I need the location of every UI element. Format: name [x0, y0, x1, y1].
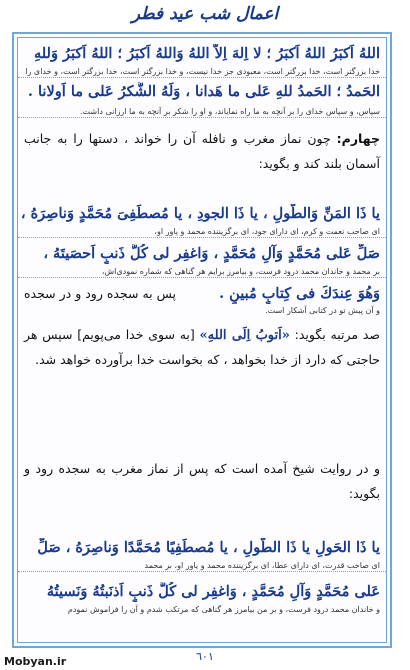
- supplication-line-1: اللهُ اَكبَرُ اللهُ اَكبَرُ ؛ لا اِلهَ اِلاَّ اللهُ وَاللهُ اَكبَرُ ؛ اللهُ اَكبَرُ وَللهِ: [33, 45, 380, 62]
- content-frame-inner: [17, 37, 387, 643]
- watermark: Mobyan.ir: [4, 655, 67, 668]
- supplication-line-6: يا ذَا الحَولِ يا ذَا الطَّولِ ، يا مُصطَفِيًا مُحَمَّدًا وَناصِرَهُ ، صَلِّ: [37, 539, 380, 556]
- supplication-line-4: صَلِّ عَلى مُحَمَّدٍ وَآلِ مُحَمَّدٍ ، وَاغفِر لى كُلَّ ذَنبٍ اَحصَيتَهُ ،: [43, 245, 380, 262]
- translation-line-1: خدا بزرگتر است، خدا بزرگتر است، معبودی جز خدا نیست، و خدا بزرگتر است، خدا بزرگتر است، و خدای را: [18, 66, 386, 78]
- translation-line-6: ای صاحب قدرت، ای دارای عطا، ای برگزیننده محمد و یاور او، بر محمد: [18, 560, 386, 572]
- instruction-text-3a: صد مرتبه بگوید:: [294, 327, 380, 342]
- translation-line-7: و خاندان محمد درود فرست، و بر من بیامرز هر گناهی که مرتکب شدم و آن را فراموش نمودم: [67, 605, 380, 614]
- inline-supplication: «اَتوبُ اِلَى اللهِ»: [199, 328, 290, 343]
- translation-line-4: بر محمد و خاندان محمد درود فرست، و بیامرز برایم هر گناهی که شماره نمودی‌اش،: [18, 266, 386, 278]
- instruction-text-3b: [به سوی خدا می‌پویم] سپس هر حاجتی که دارد از خدا بخواهد ، که بخواست خدا برآورده خواهد شد.: [24, 327, 380, 367]
- translation-line-3: ای صاحب نعمت و کرم، ای دارای جود، ای برگزیننده محمد و یاور او،: [18, 226, 386, 238]
- translation-line-5: و آن پیش تو در کتابی آشکار است.: [265, 306, 380, 315]
- instruction-text-1: چون نماز مغرب و نافله آن را خواند ، دستها را به جانب آسمان بلند کند و بگوید:: [24, 131, 380, 171]
- content-frame: [12, 32, 392, 648]
- instruction-paragraph-3: و در روایت شیخ آمده است که پس از نماز مغرب به سجده رود و بگوید:: [24, 461, 380, 501]
- instruction-label: چهارم:: [336, 131, 380, 146]
- page-title: اعمال شب عید فطر: [131, 4, 279, 24]
- supplication-line-2: الحَمدُ ؛ الحَمدُ للهِ عَلى ما هَدانا ، وَلَهُ الشُّكرُ عَلى ما اَولانا .: [27, 83, 380, 100]
- instruction-text-2: پس به سجده رود و در سجده: [24, 286, 177, 301]
- supplication-line-5-row: [18, 284, 386, 316]
- instruction-paragraph-2: [18, 322, 386, 372]
- supplication-line-5: وَهُوَ عِندَكَ فى كِتابٍ مُبينٍ .: [219, 285, 380, 302]
- translation-line-2: سپاس، و سپاس خدای را بر آنچه به ما راه نمایاند، و او را شکر بر آنچه به ما ارزانی داشت.: [18, 106, 386, 118]
- page-number: ٦٠١: [196, 650, 214, 663]
- supplication-line-7: عَلى مُحَمَّدٍ وَآلِ مُحَمَّدٍ ، وَاغفِر لى كُلَّ ذَنبٍ اَذنَبتُهُ وَنَسيتُهُ: [46, 583, 380, 600]
- instruction-paragraph-1: [18, 126, 386, 176]
- supplication-line-3: يا ذَا المَنِّ وَالطَّولِ ، يا ذَا الجودِ ، يا مُصطَفِىَ مُحَمَّدٍ وَناصِرَهُ ،: [20, 205, 380, 222]
